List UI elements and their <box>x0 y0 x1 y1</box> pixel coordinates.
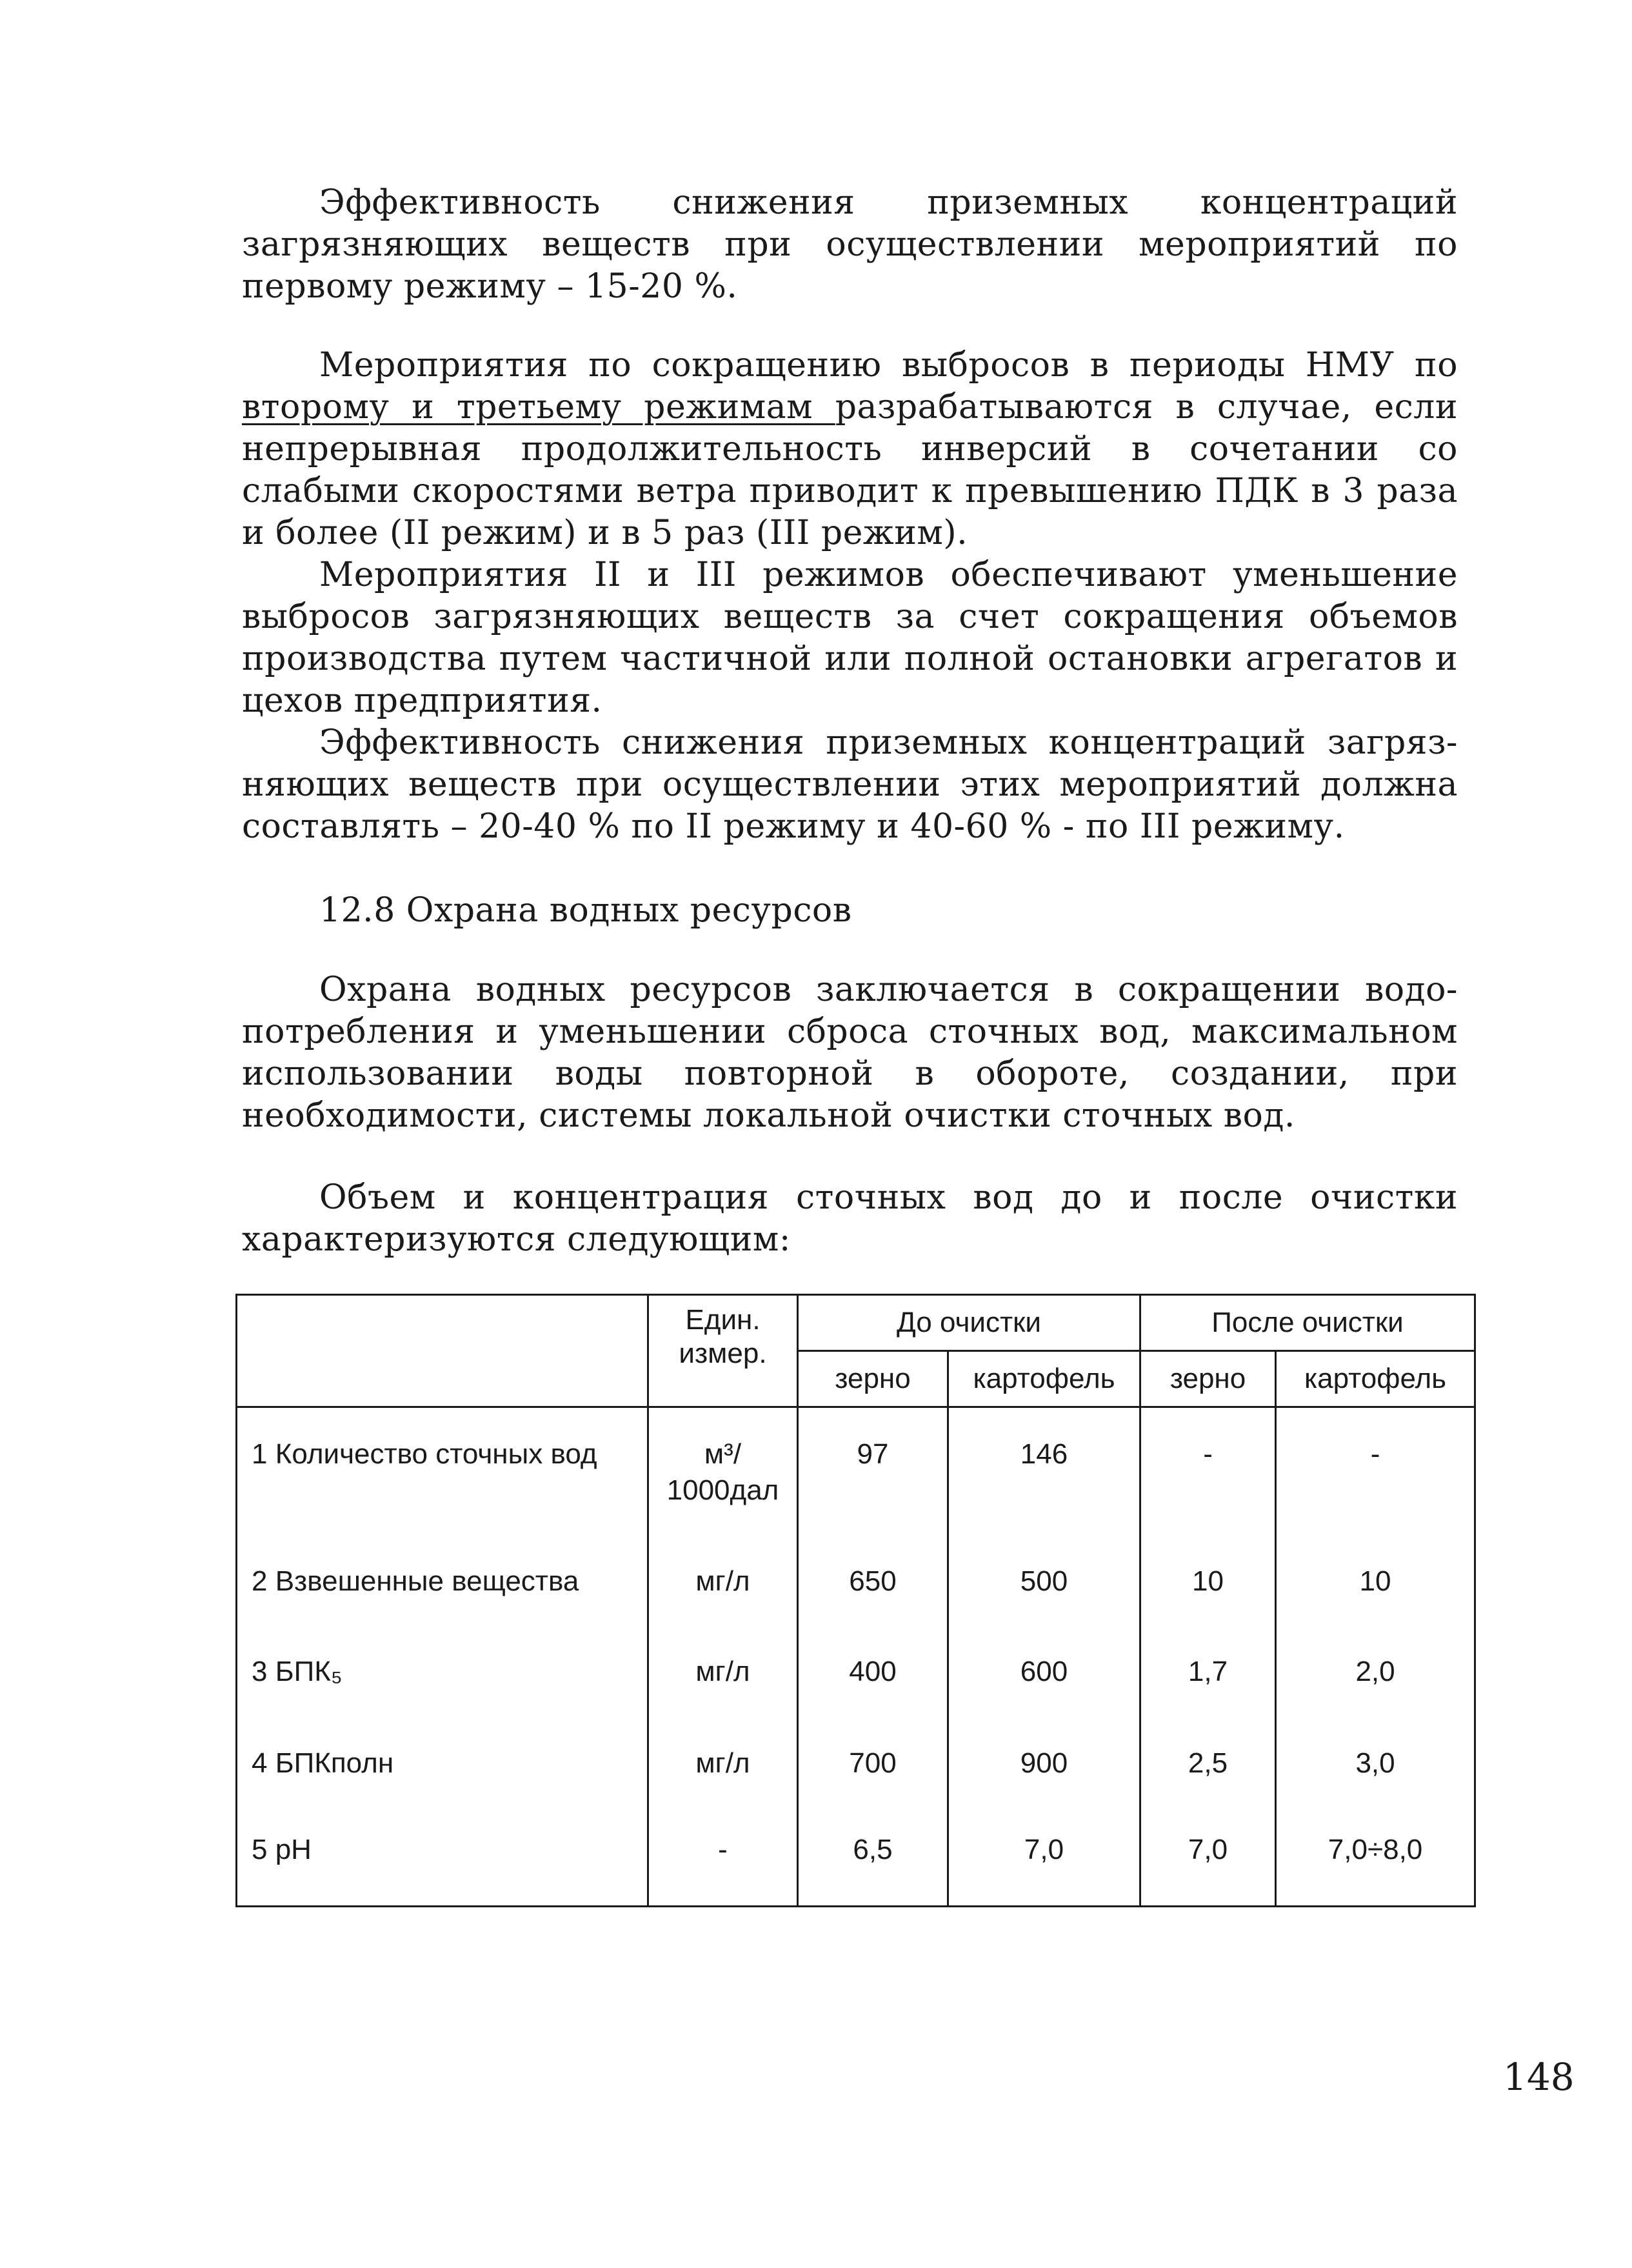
value-cell <box>798 1717 948 1803</box>
section-heading: 12.8 Охрана водных ресурсов <box>319 891 852 930</box>
table-row <box>237 1535 1475 1625</box>
value-cell <box>1140 1535 1276 1625</box>
value: 6,5 <box>853 1833 893 1865</box>
row-name: 4 БПКполн <box>252 1747 394 1779</box>
value: 2,0 <box>1355 1655 1395 1687</box>
table-row <box>237 1717 1475 1803</box>
subheader-potato: картофель <box>948 1351 1140 1407</box>
paragraph-line: производства путем частичной или полной остановки агрегатов и <box>242 639 1458 678</box>
paragraph-line: составлять – 20-40 % по II режиму и 40-60 % - по III режиму. <box>242 807 1345 846</box>
paragraph-line: слабыми скоростями ветра приводит к превышению ПДК в 3 раза <box>242 472 1458 510</box>
value: 3,0 <box>1355 1747 1395 1779</box>
table-row <box>237 1625 1475 1717</box>
after-treatment-header: После очистки <box>1140 1295 1475 1351</box>
row-name: 2 Взвешенные вещества <box>252 1565 579 1597</box>
table-header-row <box>237 1295 1475 1351</box>
table-header-empty <box>237 1295 648 1407</box>
value-cell <box>1276 1717 1475 1803</box>
row-name-cell <box>237 1803 648 1907</box>
wastewater-table <box>235 1294 1476 1907</box>
value: 650 <box>849 1565 897 1597</box>
row-unit-cell <box>648 1717 798 1803</box>
row-unit-cell <box>648 1407 798 1535</box>
value-cell <box>798 1535 948 1625</box>
subheader-grain: зерно <box>1140 1351 1276 1407</box>
subheader-grain: зерно <box>798 1351 948 1407</box>
value: 600 <box>1020 1655 1068 1687</box>
value-cell <box>1140 1803 1276 1907</box>
value: 7,0 <box>1024 1833 1064 1865</box>
paragraph-modes-2-3 <box>242 345 1458 554</box>
subheader-potato: картофель <box>1276 1351 1475 1407</box>
paragraph-line: необходимости, системы локальной очистки сточных вод. <box>242 1096 1295 1135</box>
value: 900 <box>1020 1747 1068 1779</box>
value: 2,5 <box>1188 1747 1228 1779</box>
value-cell <box>1276 1803 1475 1907</box>
value-cell <box>798 1625 948 1717</box>
value: 10 <box>1192 1565 1224 1597</box>
row-unit-line: м³/ <box>704 1438 742 1470</box>
value: 1,7 <box>1188 1655 1228 1687</box>
paragraph-measures-2-3 <box>242 554 1458 722</box>
value: 7,0 <box>1188 1833 1228 1865</box>
paragraph-line: выбросов загрязняющих веществ за счет сокращения объемов <box>242 597 1458 636</box>
value-cell <box>1276 1407 1475 1535</box>
paragraph-line: использовании воды повторной в обороте, создании, при <box>242 1054 1458 1093</box>
value: 500 <box>1020 1565 1068 1597</box>
row-name-cell <box>237 1407 648 1535</box>
table-row <box>237 1407 1475 1535</box>
paragraph-line: непрерывная продолжительность инверсий в сочетании со <box>242 430 1458 468</box>
value: 10 <box>1359 1565 1391 1597</box>
paragraph-efficiency-mode-1 <box>242 182 1458 308</box>
value: - <box>1370 1438 1380 1470</box>
paragraph-line: Охрана водных ресурсов заключается в сокращении водо- <box>319 970 1458 1009</box>
paragraph-line: первому режиму – 15-20 %. <box>242 267 738 306</box>
value-cell <box>948 1535 1140 1625</box>
paragraph-line: Объем и концентрация сточных вод до и после очистки <box>319 1178 1458 1217</box>
paragraph-line: загрязняющих веществ при осуществлении мероприятий по <box>242 225 1458 264</box>
paragraph-line: Мероприятия II и III режимов обеспечивают уменьшение <box>319 556 1458 594</box>
unit-header-line: измер. <box>679 1338 767 1369</box>
row-unit: мг/л <box>695 1747 750 1779</box>
paragraph-line-underlined <box>242 386 1458 428</box>
row-unit-cell <box>648 1535 798 1625</box>
row-unit-cell <box>648 1803 798 1907</box>
paragraph-efficiency-modes-2-3 <box>242 722 1458 848</box>
value-cell <box>948 1407 1140 1535</box>
paragraph-line: характеризуются следующим: <box>242 1220 791 1259</box>
paragraph-line: Мероприятия по сокращению выбросов в периоды НМУ по <box>319 346 1458 385</box>
page-number: 148 <box>1503 2055 1575 2099</box>
unit-header <box>648 1295 798 1407</box>
value: - <box>1203 1438 1213 1470</box>
value-cell <box>798 1803 948 1907</box>
value: 7,0÷8,0 <box>1328 1833 1423 1865</box>
paragraph-water-protection <box>242 969 1458 1137</box>
value-cell <box>1140 1717 1276 1803</box>
paragraph-text: разрабатываются в случае, если <box>835 388 1458 427</box>
row-name: 3 БПК₅ <box>252 1655 343 1687</box>
row-name: 1 Количество сточных вод <box>252 1438 597 1470</box>
unit-header-line: Един. <box>685 1304 761 1336</box>
row-unit: - <box>718 1833 728 1865</box>
paragraph-line: и более (II режим) и в 5 раз (III режим). <box>242 514 968 552</box>
paragraph-line: Эффективность снижения приземных концентраций <box>319 183 1458 222</box>
value-cell <box>1276 1535 1475 1625</box>
paragraph-line: няющих веществ при осуществлении этих мероприятий должна <box>242 765 1458 804</box>
row-unit-line: 1000дал <box>666 1474 779 1506</box>
row-unit: мг/л <box>695 1565 750 1597</box>
paragraph-line: Эффективность снижения приземных концентраций загряз- <box>319 723 1458 762</box>
value-cell <box>1140 1625 1276 1717</box>
paragraph-wastewater-intro <box>242 1177 1458 1261</box>
row-name-cell <box>237 1535 648 1625</box>
value: 97 <box>857 1438 889 1470</box>
row-name: 5 рН <box>252 1833 312 1865</box>
row-name-cell <box>237 1717 648 1803</box>
value: 146 <box>1020 1438 1068 1470</box>
value-cell <box>948 1717 1140 1803</box>
value-cell <box>948 1803 1140 1907</box>
value-cell <box>798 1407 948 1535</box>
value-cell <box>948 1625 1140 1717</box>
underlined-text: второму и третьему режимам <box>242 388 835 427</box>
row-unit <box>649 1408 797 1509</box>
value: 400 <box>849 1655 897 1687</box>
row-unit-cell <box>648 1625 798 1717</box>
paragraph-line: цехов предприятия. <box>242 681 602 720</box>
row-unit: мг/л <box>695 1655 750 1687</box>
value-cell <box>1140 1407 1276 1535</box>
table-row <box>237 1803 1475 1907</box>
row-name-cell <box>237 1625 648 1717</box>
before-treatment-header: До очистки <box>798 1295 1140 1351</box>
value-cell <box>1276 1625 1475 1717</box>
paragraph-line: потребления и уменьшении сброса сточных вод, максимальном <box>242 1012 1458 1051</box>
value: 700 <box>849 1747 897 1779</box>
